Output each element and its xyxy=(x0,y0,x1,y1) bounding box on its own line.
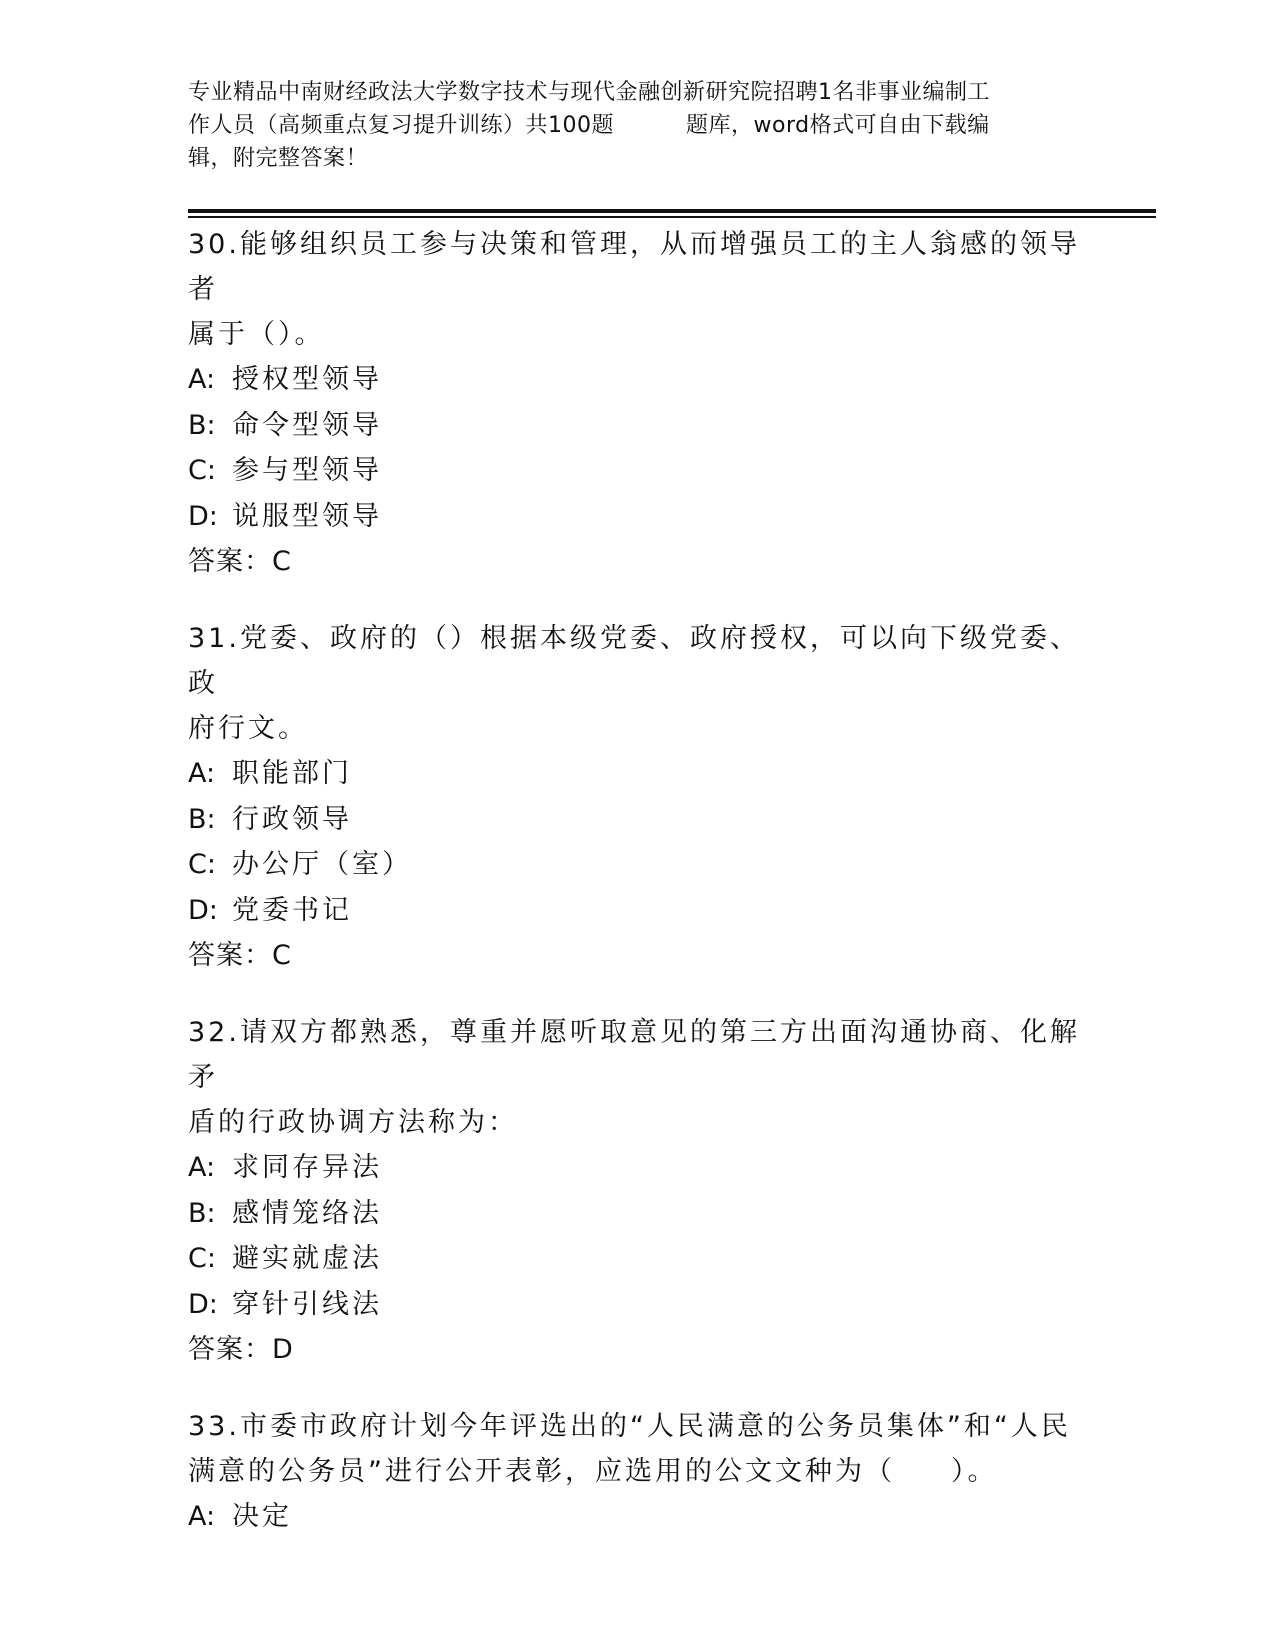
answer: 答案：C xyxy=(188,940,292,971)
question-stem xyxy=(188,1404,1088,1494)
question-stem-line: 32.请双方都熟悉，尊重并愿听取意见的第三方出面沟通协商、化解矛 xyxy=(188,1017,1080,1093)
option-text: 党委书记 xyxy=(232,894,352,926)
option-text: 命令型领导 xyxy=(232,409,382,441)
option-a xyxy=(188,357,1088,403)
option-key: B: xyxy=(188,803,216,835)
option-a xyxy=(188,751,1088,797)
question-31 xyxy=(188,616,1088,978)
option-c xyxy=(188,1236,1088,1282)
option-text: 行政领导 xyxy=(232,803,352,835)
option-key: C: xyxy=(188,849,216,880)
option-key: D: xyxy=(188,500,218,532)
header-line-2-part-b: 题库，word格式可自由下载编 xyxy=(686,113,990,138)
option-text: 感情笼络法 xyxy=(232,1197,382,1229)
header-divider-thick xyxy=(188,209,1156,213)
option-key: D: xyxy=(188,894,218,926)
answer: 答案：C xyxy=(188,546,292,577)
question-stem xyxy=(188,1010,1088,1145)
option-b xyxy=(188,797,1088,843)
question-stem-line: 31.党委、政府的（）根据本级党委、政府授权，可以向下级党委、政 xyxy=(188,623,1080,699)
option-text: 决定 xyxy=(232,1501,292,1532)
option-key: A: xyxy=(188,758,216,789)
question-30 xyxy=(188,222,1088,584)
option-a xyxy=(188,1494,1088,1540)
option-a xyxy=(188,1145,1088,1191)
option-text: 职能部门 xyxy=(232,758,352,789)
answer: 答案：D xyxy=(188,1334,294,1365)
header-line-3: 辑，附完整答案！ xyxy=(188,146,369,171)
question-stem-part: 满意的公务员”进行公开表彰，应选用的公文文种为（ xyxy=(188,1456,895,1487)
question-stem-line: 盾的行政协调方法称为： xyxy=(188,1107,518,1138)
option-text: 参与型领导 xyxy=(232,455,382,486)
header-line-2 xyxy=(188,109,1088,142)
option-key: A: xyxy=(188,1501,216,1532)
option-text: 求同存异法 xyxy=(232,1152,382,1183)
question-stem-line: 属于（）。 xyxy=(188,319,325,350)
option-key: A: xyxy=(188,364,216,395)
option-text: 避实就虚法 xyxy=(232,1243,382,1274)
option-text: 授权型领导 xyxy=(232,364,382,395)
option-text: 穿针引线法 xyxy=(232,1288,382,1320)
option-d xyxy=(188,494,1088,540)
option-d xyxy=(188,1282,1088,1328)
question-stem-line xyxy=(188,1449,1088,1494)
question-stem-line: 30.能够组织员工参与决策和管理，从而增强员工的主人翁感的领导者 xyxy=(188,229,1080,305)
option-text: 办公厅（室） xyxy=(232,849,412,880)
header-line-1: 专业精品中南财经政法大学数字技术与现代金融创新研究院招聘1名非事业编制工 xyxy=(188,80,990,105)
option-c xyxy=(188,448,1088,494)
option-d xyxy=(188,888,1088,934)
question-stem-line: 33.市委市政府计划今年评选出的“人民满意的公务员集体”和“人民 xyxy=(188,1411,1071,1442)
header-line-2-part-a: 作人员（高频重点复习提升训练）共100题 xyxy=(188,113,614,138)
option-b xyxy=(188,403,1088,449)
question-stem xyxy=(188,222,1088,357)
option-key: A: xyxy=(188,1152,216,1183)
question-32 xyxy=(188,1010,1088,1372)
option-key: B: xyxy=(188,1197,216,1229)
question-stem xyxy=(188,616,1088,751)
question-33 xyxy=(188,1404,1088,1540)
option-key: D: xyxy=(188,1288,218,1320)
question-stem-part: ）。 xyxy=(951,1456,998,1487)
option-b xyxy=(188,1191,1088,1237)
option-key: C: xyxy=(188,455,216,486)
option-text: 说服型领导 xyxy=(232,500,382,532)
document-header xyxy=(188,76,1088,175)
question-stem-line: 府行文。 xyxy=(188,713,308,744)
question-list xyxy=(188,222,1088,1572)
option-c xyxy=(188,842,1088,888)
option-key: C: xyxy=(188,1243,216,1274)
option-key: B: xyxy=(188,409,216,441)
header-divider-thin xyxy=(188,216,1156,218)
